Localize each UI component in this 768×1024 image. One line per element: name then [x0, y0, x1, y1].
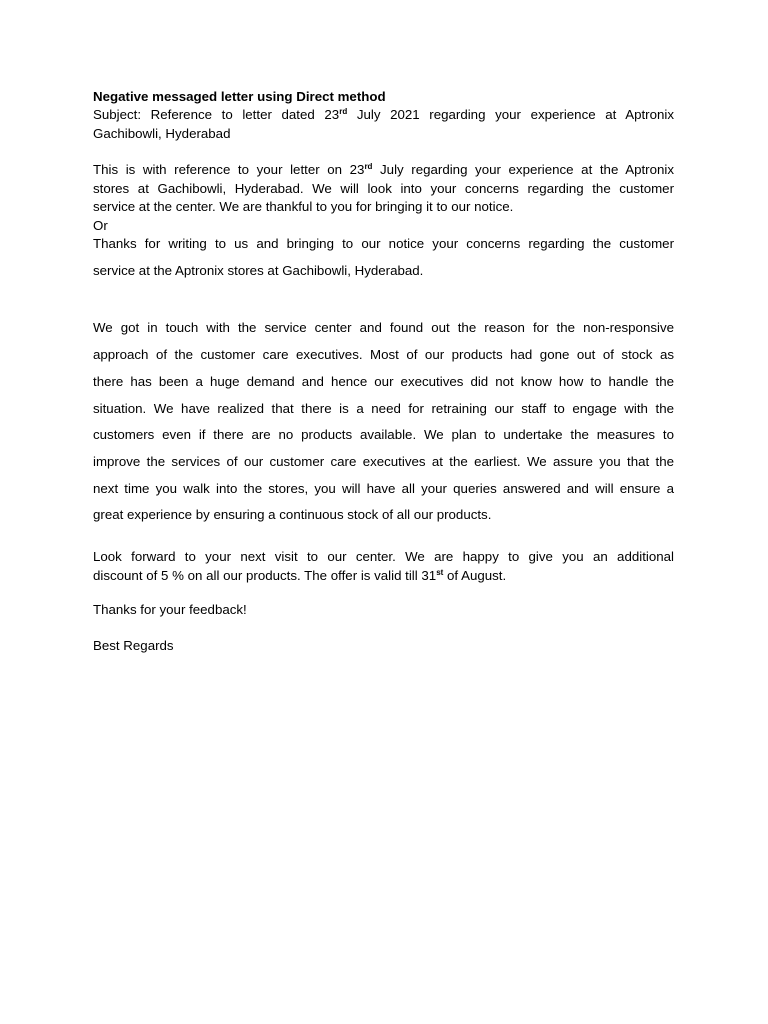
opening-line-3: service at the center. We are thankful to you for bringing it to our notice.	[93, 199, 514, 214]
body-line: great experience by ensuring a continuous stock of all our products.	[93, 507, 492, 523]
closing-line: Best Regards	[93, 637, 174, 653]
alt-opening-line-2: service at the Aptronix stores at Gachibowli, Hyderabad.	[93, 262, 424, 278]
opening-line-2: stores at Gachibowli, Hyderabad. We will look into your concerns regarding the customer	[93, 180, 674, 196]
opening-line-1: This is with reference to your letter on 23rd July regarding your experience at the Aptronix	[93, 162, 674, 177]
letter-subject	[93, 106, 674, 143]
letter-page	[93, 87, 674, 655]
or-label: Or	[93, 217, 108, 233]
alt-opening-line-1: Thanks for writing to us and bringing to our notice your concerns regarding the customer	[93, 236, 674, 251]
offer-paragraph	[93, 548, 674, 585]
opening-paragraph	[93, 161, 674, 235]
alt-opening-paragraph	[93, 231, 674, 284]
body-paragraph	[93, 315, 674, 529]
thanks-line: Thanks for your feedback!	[93, 602, 247, 618]
offer-line-1: Look forward to your next visit to our center. We are happy to give you an additional	[93, 549, 674, 565]
body-line: there has been a huge demand and hence our executives did not know how to handle the	[93, 373, 674, 389]
body-line: situation. We have realized that there is a need for retraining our staff to engage with the	[93, 400, 674, 416]
body-line: We got in touch with the service center and found out the reason for the non-responsive	[93, 320, 674, 336]
letter-title: Negative messaged letter using Direct method	[93, 89, 386, 104]
body-line: approach of the customer care executives. Most of our products had gone out of stock as	[93, 347, 674, 363]
body-line: next time you walk into the stores, you will have all your queries answered and will ensure a	[93, 480, 674, 496]
offer-line-2: discount of 5 % on all our products. The offer is valid till 31st of August.	[93, 567, 507, 583]
subject-line-2: Gachibowli, Hyderabad	[93, 125, 231, 141]
body-line: customers even if there are no products available. We plan to undertake the measures to	[93, 427, 674, 443]
subject-line-1: Subject: Reference to letter dated 23rd July 2021 regarding your experience at Aptronix	[93, 107, 674, 122]
body-line: improve the services of our customer care executives at the earliest. We assure you that the	[93, 453, 674, 469]
